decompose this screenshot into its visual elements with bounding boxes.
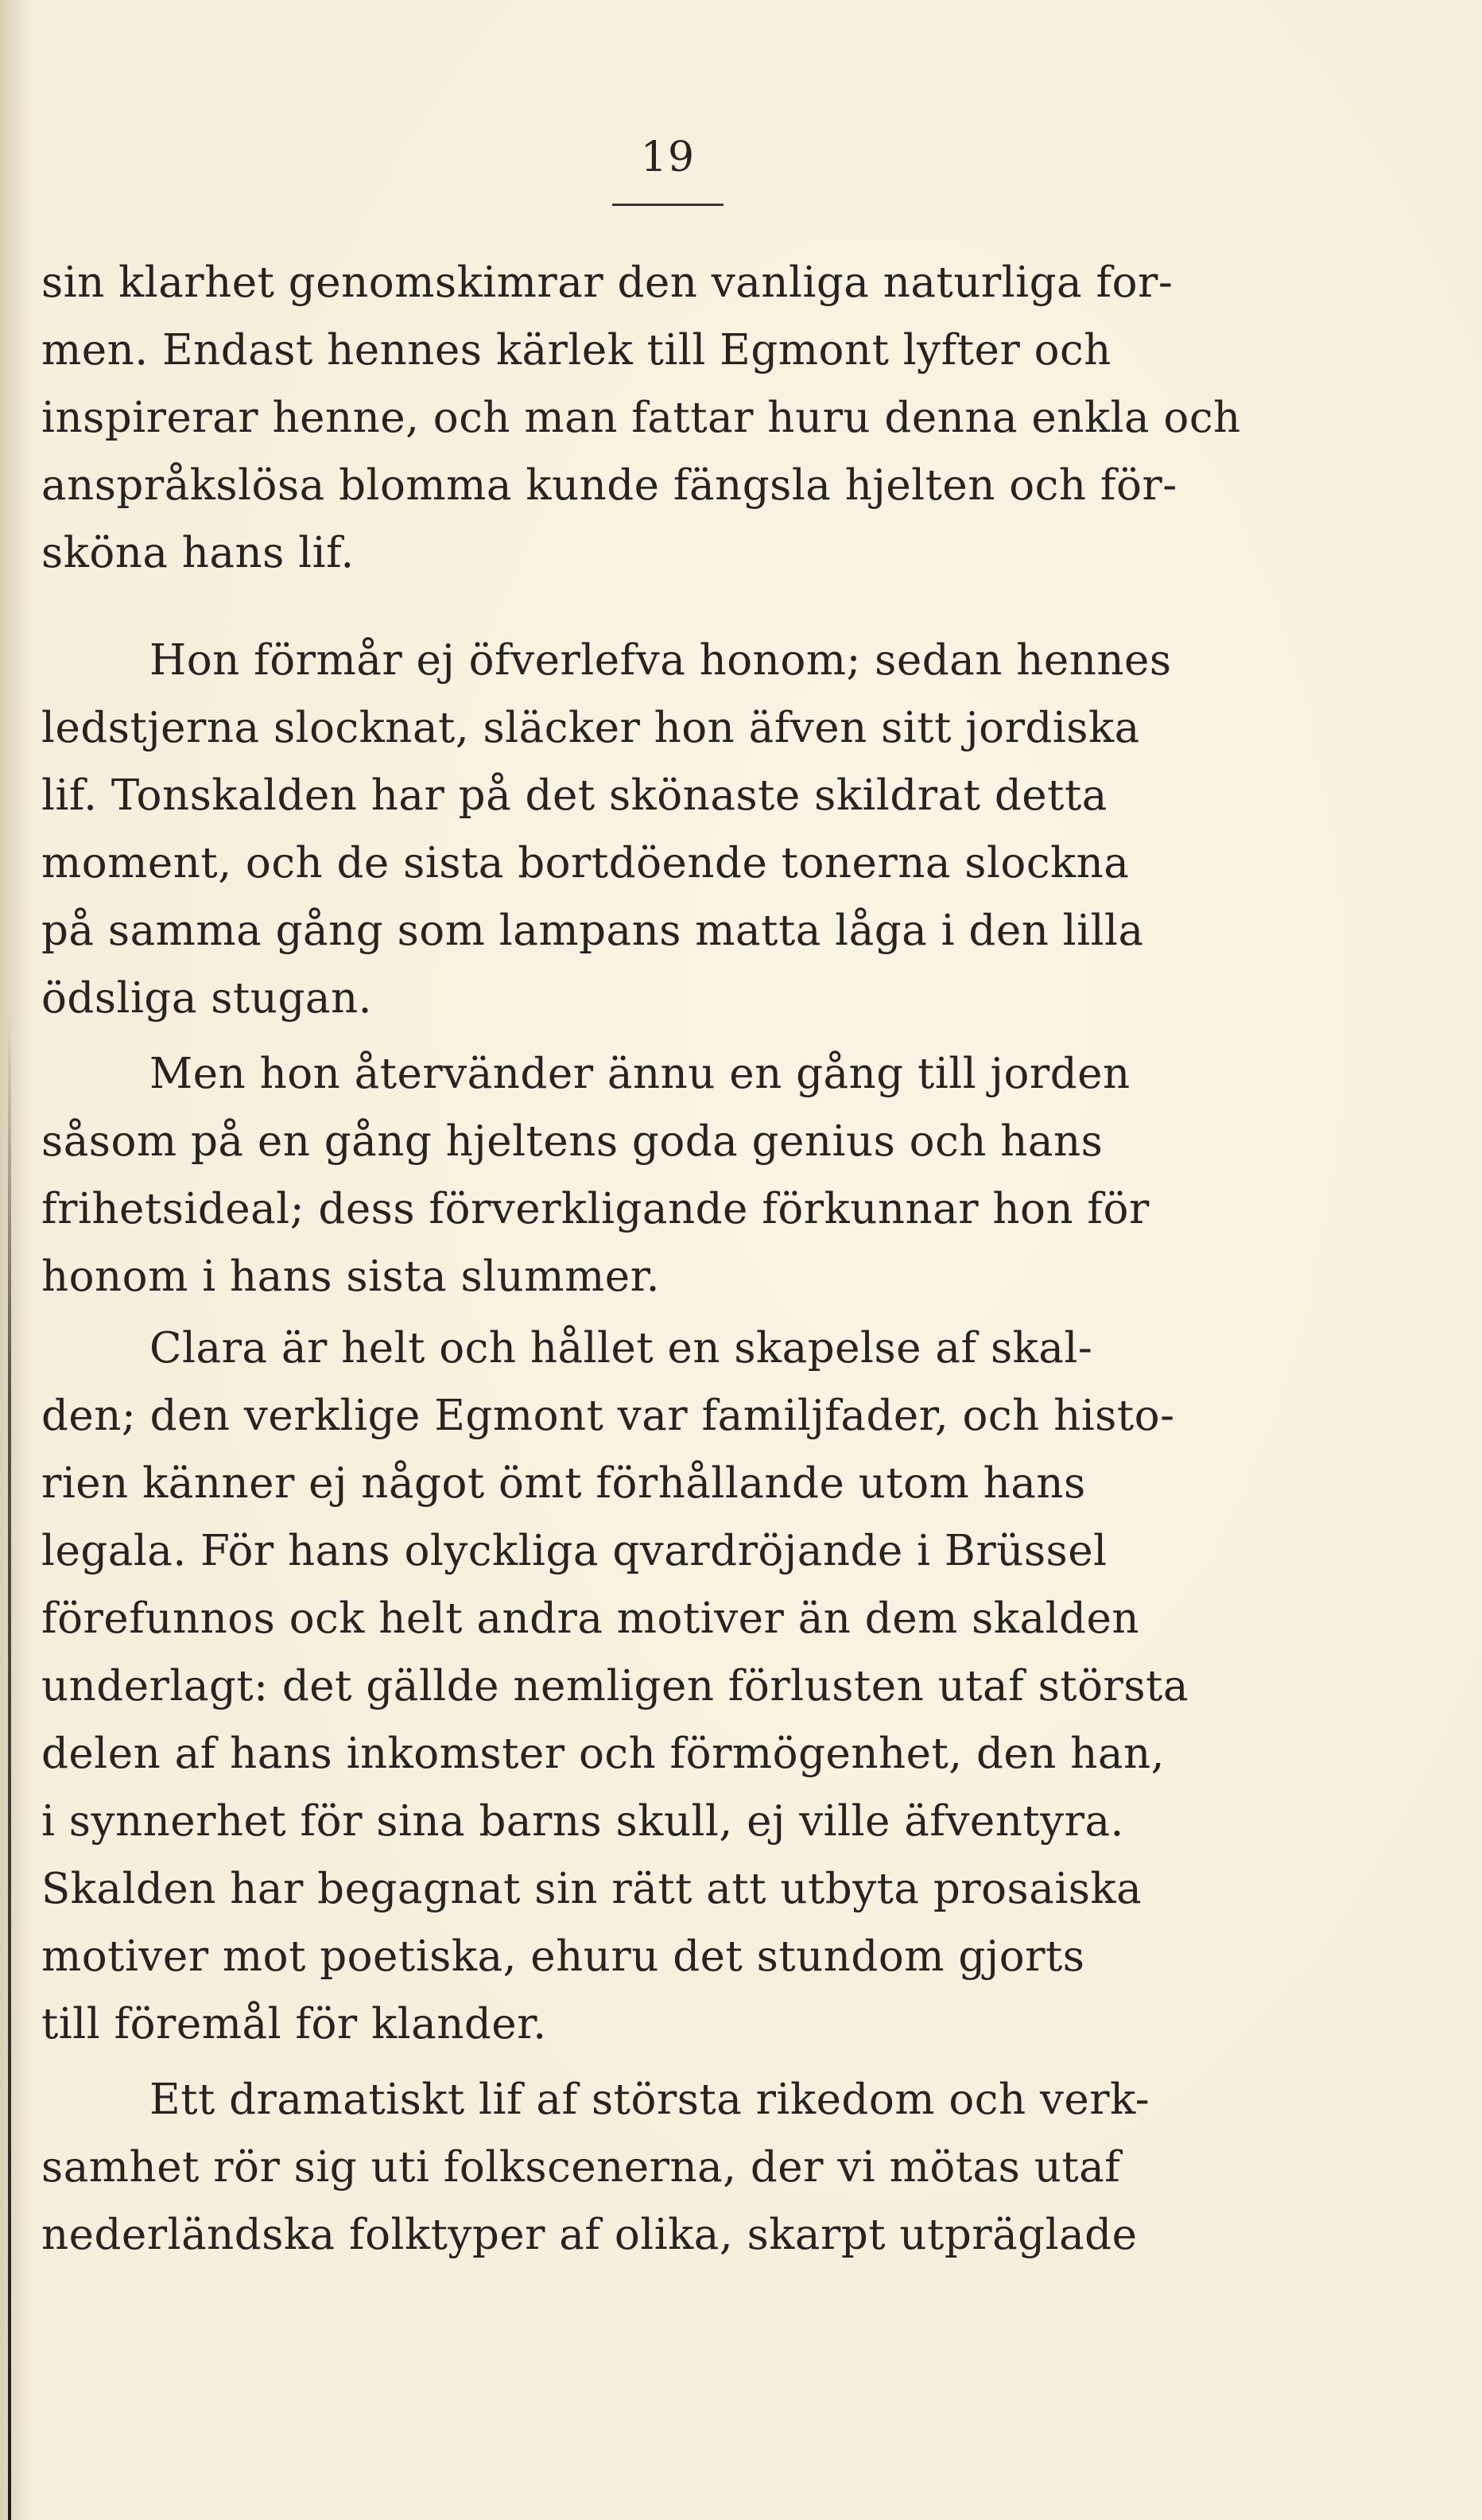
text-line: underlagt: det gällde nemligen förlusten utaf största — [41, 1662, 1189, 1710]
text-line: såsom på en gång hjeltens goda genius och hans — [41, 1117, 1104, 1166]
text-line: motiver mot poetiska, ehuru det stundom gjorts — [41, 1932, 1085, 1981]
text-line: sköna hans lif. — [41, 529, 355, 577]
text-line: men. Endast hennes kärlek till Egmont lyfter och — [41, 326, 1112, 375]
text-line: sin klarhet genomskimrar den vanliga naturliga for- — [41, 258, 1174, 307]
text-line: rien känner ej något ömt förhållande utom hans — [41, 1459, 1086, 1508]
text-line: till föremål för klander. — [41, 2000, 547, 2048]
text-line: anspråkslösa blomma kunde fängsla hjelten och för- — [41, 461, 1177, 510]
text-line: den; den verklige Egmont var familjfader, och histo- — [41, 1392, 1175, 1440]
text-line: moment, och de sista bortdöende tonerna slockna — [41, 839, 1130, 887]
text-line: ledstjerna slocknat, släcker hon äfven sitt jordiska — [41, 704, 1140, 752]
text-line: ödsliga stugan. — [41, 974, 372, 1023]
text-line: Hon förmår ej öfverlefva honom; sedan hennes — [149, 636, 1172, 685]
text-line: inspirerar henne, och man fattar huru denna enkla och — [41, 394, 1241, 442]
text-line: samhet rör sig uti folkscenerna, der vi mötas utaf — [41, 2143, 1121, 2192]
text-line: lif. Tonskalden har på det skönaste skildrat detta — [41, 771, 1108, 820]
text-line: på samma gång som lampans matta låga i den lilla — [41, 907, 1144, 955]
spine-edge-line — [8, 1018, 11, 2520]
text-line: Skalden har begagnat sin rätt att utbyta prosaiska — [41, 1865, 1143, 1913]
text-line: nederländska folktyper af olika, skarpt utpräglade — [41, 2211, 1138, 2259]
text-line: frihetsideal; dess förverkligande förkunnar hon för — [41, 1185, 1150, 1233]
page-number-rule — [612, 204, 724, 206]
text-line: delen af hans inkomster och förmögenhet, den han, — [41, 1730, 1165, 1778]
spine-shadow — [0, 0, 32, 2520]
text-line: Ett dramatiskt lif af största rikedom och verk- — [149, 2075, 1150, 2124]
text-line: legala. För hans olyckliga qvardröjande i Brüssel — [41, 1527, 1108, 1575]
text-line: honom i hans sista slummer. — [41, 1252, 661, 1301]
text-line: förefunnos ock helt andra motiver än dem skalden — [41, 1594, 1139, 1643]
text-line: Clara är helt och hållet en skapelse af skal- — [149, 1324, 1093, 1373]
page-number: 19 — [640, 134, 696, 181]
text-line: i synnerhet för sina barns skull, ej ville äfventyra. — [41, 1797, 1124, 1846]
text-line: Men hon återvänder ännu en gång till jorden — [149, 1050, 1131, 1098]
